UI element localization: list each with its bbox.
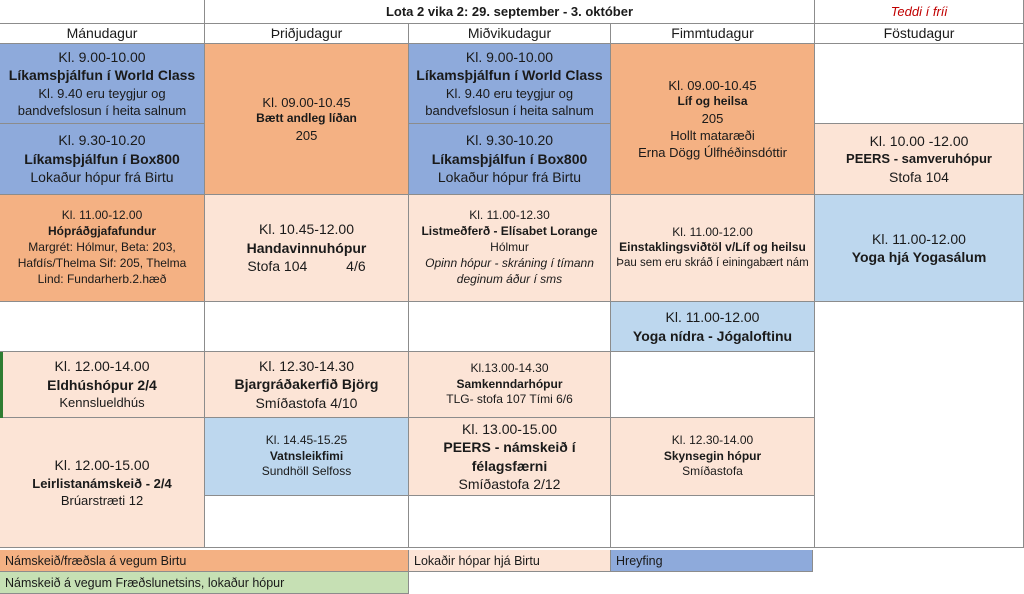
day-header-monday [0, 24, 205, 44]
day-label: Mánudagur [66, 25, 138, 42]
week-title-text: Lota 2 vika 2: 29. september - 3. október [385, 3, 634, 19]
slot-detail: Sundhöll Selfoss [261, 464, 352, 479]
slot-title: félagsfærni [471, 457, 548, 474]
thursday-slot-lif-og-heilsa [611, 44, 815, 195]
slot-time: Kl. 13.00-15.00 [462, 420, 557, 437]
slot-time: Kl. 9.00-10.00 [58, 48, 146, 65]
wednesday-slot-box800 [409, 124, 611, 195]
row-marker [0, 352, 3, 418]
monday-slot-hopradgjafafundur [0, 195, 205, 302]
slot-detail: Margrét: Hólmur, Beta: 203, [28, 240, 176, 255]
tuesday-slot-handavinna [205, 195, 409, 302]
tuesday-empty-slot [205, 496, 409, 548]
slot-time: Kl. 09.00-10.45 [262, 94, 351, 110]
slot-detail: Smíðastofa 4/10 [255, 394, 358, 411]
legend-label: Námskeið/fræðsla á vegum Birtu [5, 553, 187, 568]
slot-title: Listmeðferð - Elísabet Lorange [421, 224, 598, 239]
friday-slot-peers-samvera [815, 124, 1024, 195]
thursday-empty-slot [611, 496, 815, 548]
slot-detail: Smíðastofa [682, 464, 743, 479]
tuesday-empty-slot [205, 302, 409, 352]
slot-detail: bandvefslosun í heita salnum [17, 102, 187, 118]
slot-detail: 205 [701, 110, 724, 126]
slot-time: Kl. 11.00-12.30 [469, 208, 550, 223]
day-header-tuesday [205, 24, 409, 44]
day-label: Föstudagur [883, 25, 955, 42]
monday-slot-eldhushopur [0, 352, 205, 418]
slot-title: Líf og heilsa [677, 93, 748, 108]
friday-slot-yoga-yogasalir [815, 195, 1024, 302]
slot-detail: 205 [295, 127, 318, 143]
status-note [815, 0, 1024, 24]
slot-note: Opinn hópur - skráning í tímann [425, 255, 594, 270]
slot-time: Kl. 14.45-15.25 [265, 432, 348, 447]
slot-title: Handavinnuhópur [246, 239, 367, 256]
slot-detail: TLG- stofa 107 Tími 6/6 [446, 392, 573, 407]
slot-time: Kl. 9.30-10.20 [465, 132, 554, 149]
monday-slot-leirlist [0, 418, 205, 548]
day-header-wednesday [409, 24, 611, 44]
slot-detail: Hafdís/Thelma Sif: 205, Thelma [17, 255, 187, 270]
slot-title: Yoga hjá Yogasálum [851, 249, 987, 265]
slot-detail: Smíðastofa 2/12 [458, 475, 561, 492]
slot-title: Bjargráðakerfið Björg [234, 376, 379, 393]
status-note-text: Teddi í fríi [890, 3, 948, 19]
legend-label: Námskeið á vegum Fræðslunetsins, lokaður hópur [5, 575, 285, 590]
title-spacer [0, 0, 205, 24]
slot-title: Einstaklingsviðtöl v/Líf og heilsu [619, 240, 806, 255]
slot-title: Bætt andleg líðan [256, 111, 357, 126]
wednesday-empty-slot [409, 496, 611, 548]
day-header-friday [815, 24, 1024, 44]
slot-title: Leirlistanámskeið - 2/4 [32, 475, 172, 491]
tuesday-slot-bjargradakerfid [205, 352, 409, 418]
legend-label: Lokaðir hópar hjá Birtu [414, 553, 540, 568]
slot-title: Líkamsþjálfun í Box800 [431, 150, 588, 167]
wednesday-slot-samkenndarhopur [409, 352, 611, 418]
slot-detail: Erna Dögg Úlfhéðinsdóttir [638, 145, 787, 161]
slot-title: Vatnsleikfimi [269, 448, 344, 463]
slot-title: Yoga nídra - Jógaloftinu [632, 327, 793, 344]
slot-detail: Kl. 9.40 eru teygjur og [445, 85, 574, 101]
slot-title: Samkenndarhópur [456, 376, 563, 391]
slot-detail: Kennslueldhús [59, 395, 145, 411]
thursday-slot-yoga-nidra [611, 302, 815, 352]
slot-note: deginum áður í sms [456, 271, 563, 286]
wednesday-slot-listmedferd [409, 195, 611, 302]
week-title [205, 0, 815, 24]
thursday-empty-slot [611, 352, 815, 418]
wednesday-slot-peers-namskeid [409, 418, 611, 496]
legend-blue [611, 550, 813, 572]
legend-peach [409, 550, 611, 572]
slot-detail: Brúarstræti 12 [60, 492, 144, 508]
monday-empty-slot [0, 302, 205, 352]
legend-orange [0, 550, 409, 572]
slot-title: Eldhúshópur 2/4 [47, 376, 157, 393]
day-label: Miðvikudagur [467, 25, 552, 42]
slot-title: Hópráðgjafafundur [48, 224, 156, 239]
slot-title: PEERS - samveruhópur [846, 151, 992, 167]
monday-slot-worldclass [0, 44, 205, 124]
slot-title: Líkamsþjálfun í World Class [8, 67, 196, 84]
slot-time: Kl. 11.00-12.00 [61, 208, 143, 223]
slot-detail: Hollt mataræði [670, 127, 755, 143]
slot-detail: Stofa 104 4/6 [247, 258, 366, 275]
wednesday-empty-slot [409, 302, 611, 352]
slot-time: Kl. 12.00-15.00 [54, 457, 150, 474]
slot-detail: Kl. 9.40 eru teygjur og [38, 85, 166, 101]
slot-time: Kl. 11.00-12.00 [665, 309, 760, 326]
tuesday-slot-andleg-lidan [205, 44, 409, 195]
friday-empty-slot [815, 302, 1024, 548]
slot-time: Kl. 10.00 -12.00 [869, 132, 969, 149]
legend-green [0, 572, 409, 594]
thursday-slot-einstaklingsvidtol [611, 195, 815, 302]
slot-time: Kl. 12.00-14.00 [54, 358, 150, 375]
slot-time: Kl. 11.00-12.00 [672, 224, 753, 239]
slot-detail: Hólmur [490, 240, 529, 255]
slot-detail: Lind: Fundarherb.2.hæð [37, 271, 167, 286]
slot-time: Kl. 12.30-14.00 [671, 432, 754, 447]
slot-detail: Þau sem eru skráð í einingabært nám [616, 257, 809, 270]
slot-time: Kl. 10.45-12.00 [259, 221, 354, 238]
slot-detail: bandvefslosun í heita salnum [425, 102, 594, 118]
slot-time: Kl.13.00-14.30 [470, 360, 549, 375]
day-header-thursday [611, 24, 815, 44]
slot-title: Líkamsþjálfun í Box800 [24, 150, 180, 167]
slot-time: Kl. 11.00-12.00 [872, 230, 966, 247]
slot-time: Kl. 9.30-10.20 [58, 132, 146, 149]
slot-detail: Lokaður hópur frá Birtu [30, 169, 174, 186]
day-label: Þriðjudagur [270, 25, 343, 42]
slot-time: Kl. 12.30-14.30 [259, 357, 354, 374]
slot-time: Kl. 09.00-10.45 [668, 77, 757, 93]
wednesday-slot-worldclass [409, 44, 611, 124]
slot-detail: Lokaður hópur frá Birtu [437, 169, 582, 186]
slot-title: Líkamsþjálfun í World Class [416, 67, 603, 84]
monday-slot-box800 [0, 124, 205, 195]
legend-label: Hreyfing [616, 553, 663, 568]
day-label: Fimmtudagur [671, 25, 754, 42]
slot-time: Kl. 9.00-10.00 [465, 48, 554, 65]
tuesday-slot-vatnsleikfimi [205, 418, 409, 496]
thursday-slot-skynsegin [611, 418, 815, 496]
friday-empty-slot [815, 44, 1024, 124]
slot-title: PEERS - námskeið í [443, 439, 576, 456]
slot-detail: Stofa 104 [889, 168, 949, 185]
slot-title: Skynsegin hópur [663, 448, 762, 463]
